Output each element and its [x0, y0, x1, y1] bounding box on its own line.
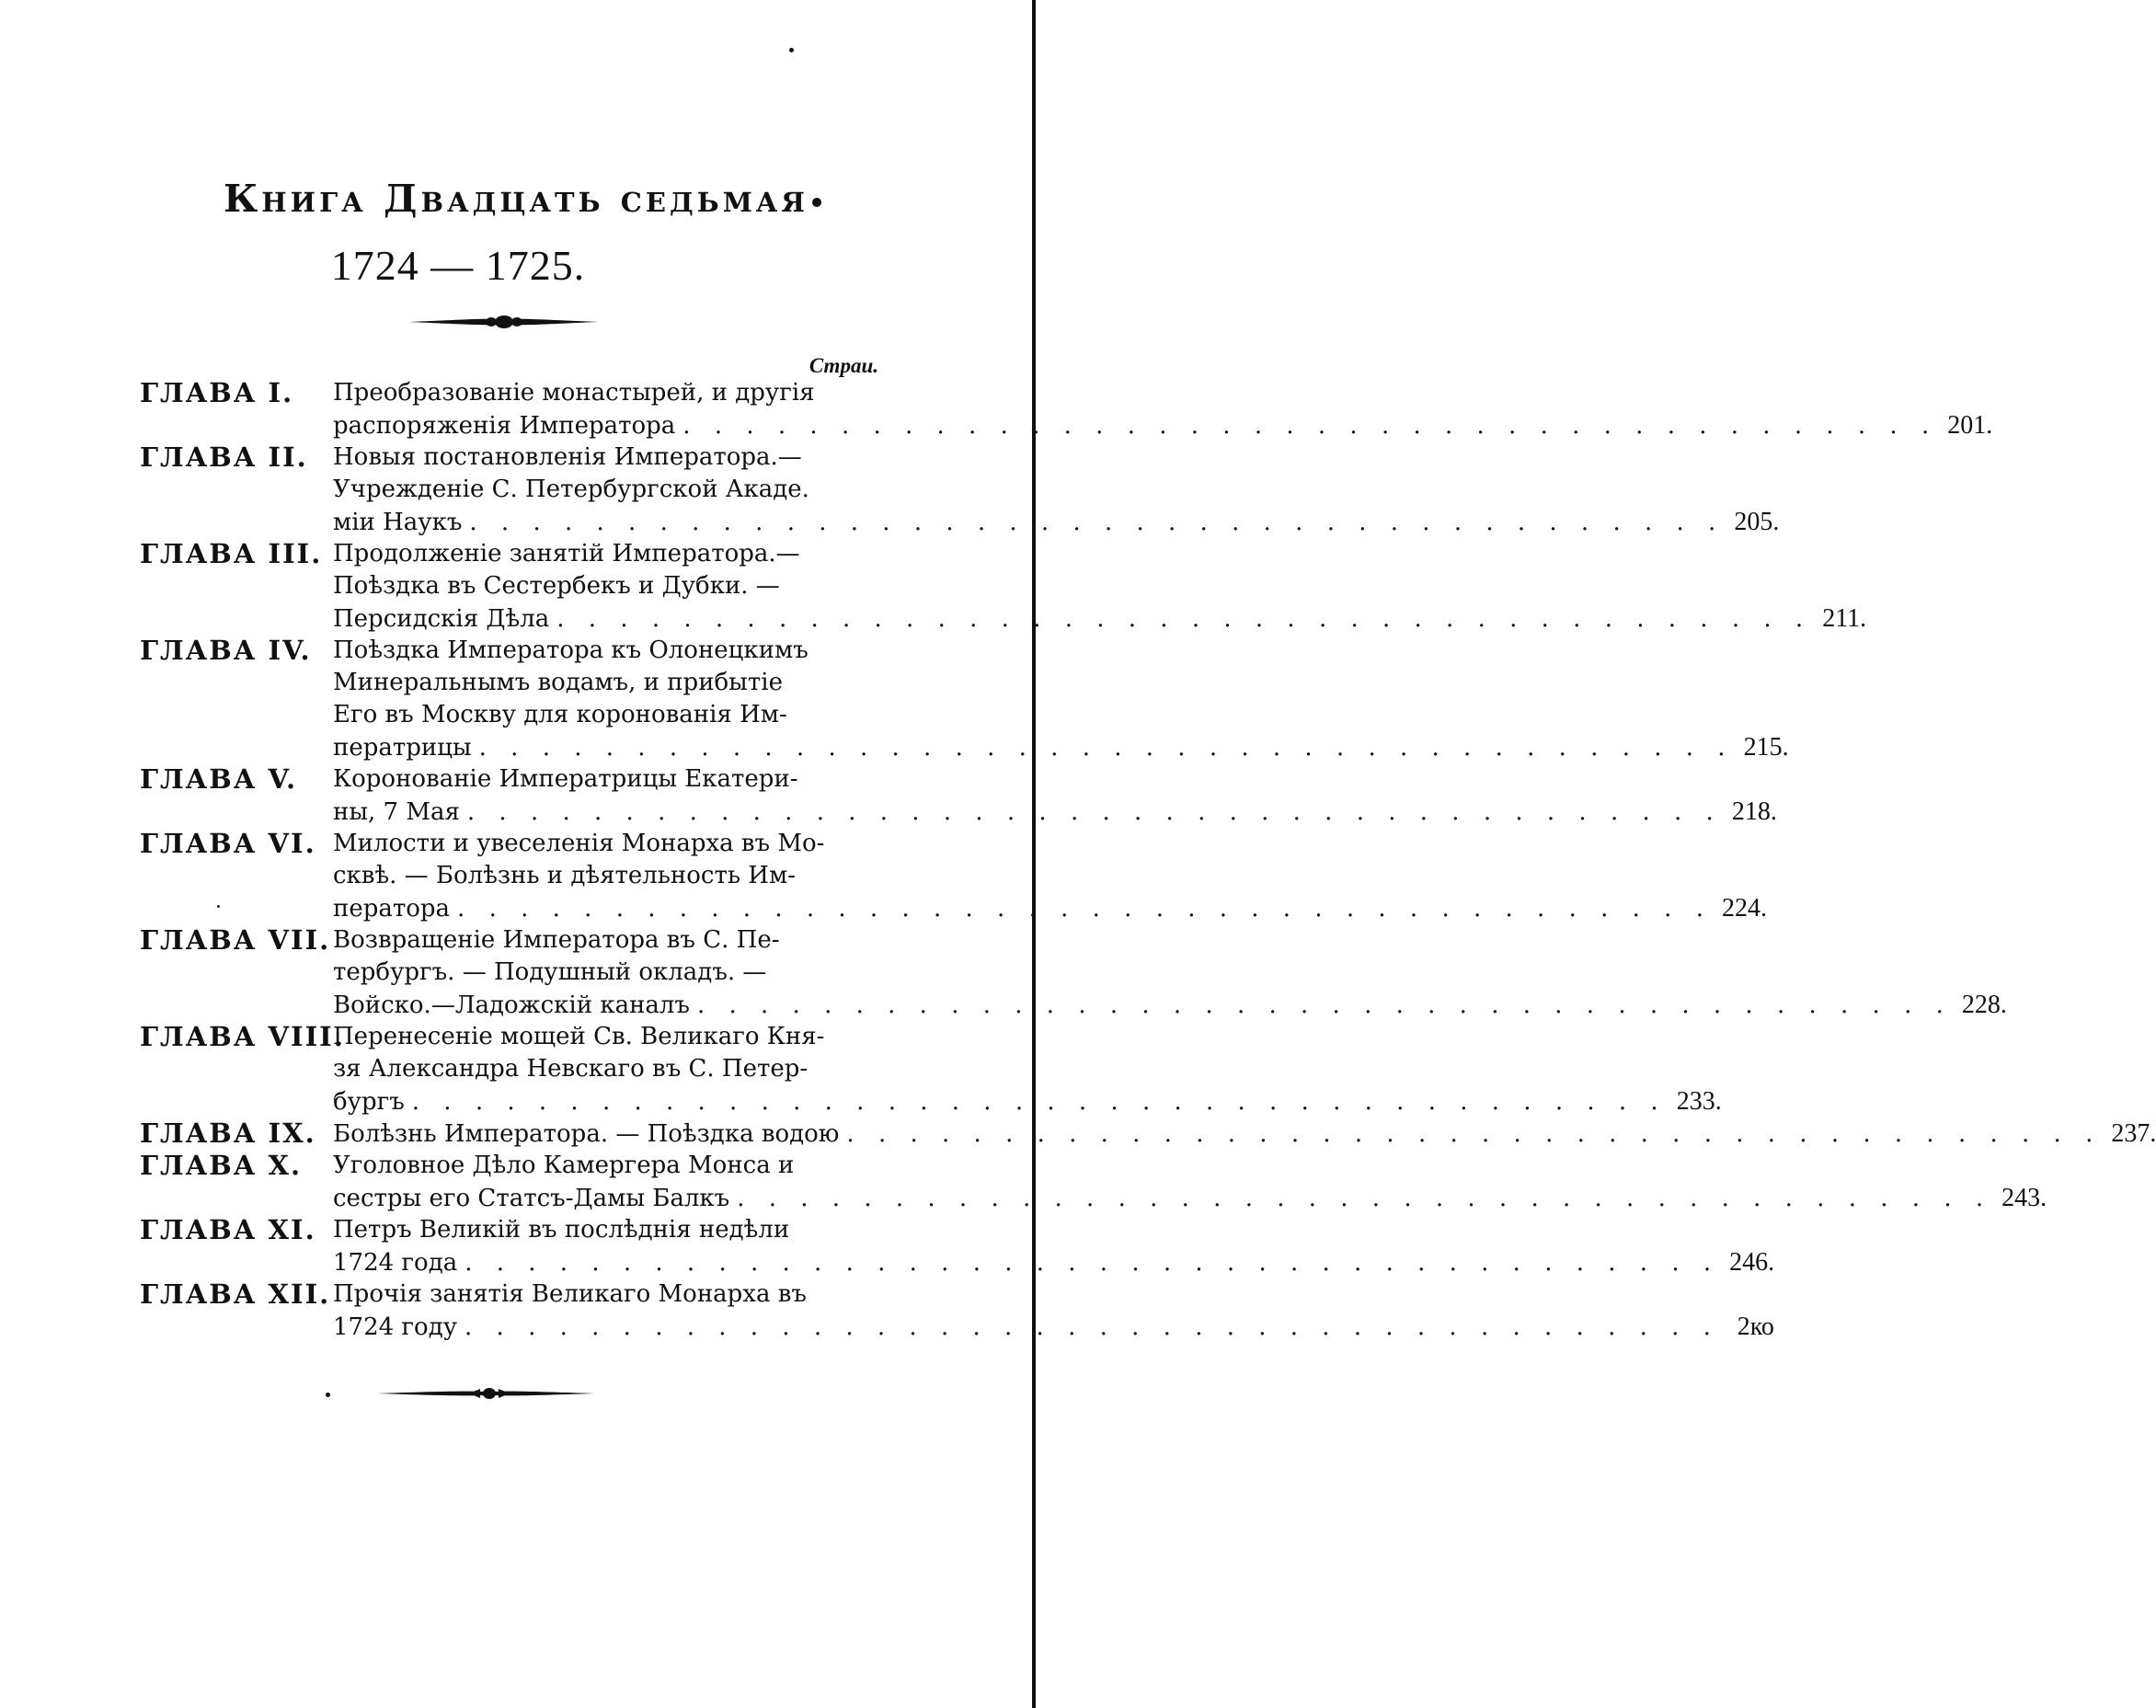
description-line-text: ны, 7 Мая [333, 798, 460, 826]
chapter-label: ГЛАВА II. [140, 441, 308, 473]
description-line-text: 1724 года [333, 1249, 458, 1277]
description-line [333, 538, 1866, 570]
toc-entry [140, 763, 1777, 828]
ink-speck [326, 1393, 330, 1397]
description-line [333, 796, 1777, 828]
page-number: 243. [2001, 1184, 2047, 1212]
description-line [333, 1085, 1722, 1118]
page-number: 201. [1947, 411, 1993, 440]
chapter-label: ГЛАВА I. [140, 377, 294, 408]
description-line-text: Прочія занятія Великаго Монарха въ [333, 1280, 807, 1308]
description-line [333, 1053, 1722, 1085]
chapter-description [333, 635, 1789, 763]
table-of-contents [140, 377, 2156, 1343]
toc-entry [140, 1021, 1722, 1118]
description-line-text: тербургъ. — Подушный окладъ. — [333, 958, 767, 986]
page-number: 215. [1743, 733, 1789, 762]
chapter-label: ГЛАВА IV. [140, 635, 312, 666]
description-line [333, 1182, 2047, 1214]
toc-entry [140, 377, 1993, 441]
description-line-text: Петръ Великій въ послѣднія недѣли [333, 1216, 790, 1244]
description-line-text: ператора [333, 895, 451, 923]
page-number: 228. [1961, 991, 2007, 1019]
description-line-text: міи Наукъ [333, 509, 463, 536]
description-line [333, 763, 1777, 796]
description-line [333, 441, 1779, 474]
toc-entry [140, 1278, 1774, 1343]
book-title-text: Книга Двадцать седьмая [223, 177, 808, 221]
dot-leader [464, 1247, 1719, 1279]
chapter-label: ГЛАВА XII. [140, 1278, 331, 1310]
toc-entry [140, 635, 1789, 763]
dot-leader [464, 1312, 1719, 1344]
chapter-label: ГЛАВА VII. [140, 924, 331, 956]
toc-entry [140, 1214, 1775, 1278]
dot-leader [697, 990, 1952, 1022]
page-number: 224. [1721, 894, 1767, 923]
chapter-description [333, 1021, 1722, 1118]
description-line [333, 731, 1789, 763]
description-line-text: Милости и увеселенія Монарха въ Мо- [333, 830, 825, 857]
description-line [333, 1214, 1774, 1246]
description-line-text: бургъ [333, 1088, 405, 1116]
description-line [333, 1278, 1774, 1311]
description-line-text: 1724 году [333, 1313, 458, 1341]
toc-entry [140, 1118, 2156, 1150]
description-line-text: распоряженія Императора [333, 412, 676, 440]
chapter-label: ГЛАВА XI. [140, 1214, 316, 1245]
description-line [333, 828, 1767, 860]
description-line [333, 957, 2007, 989]
description-line-text: Преобразованіе монастырей, и другія [333, 379, 815, 407]
description-line [333, 892, 1767, 924]
description-line [333, 667, 1789, 699]
toc-entry [140, 828, 1767, 924]
dot-leader [457, 893, 1712, 925]
toc-entry [140, 924, 2007, 1021]
chapter-label: ГЛАВА X. [140, 1150, 303, 1181]
description-line [333, 1311, 1774, 1343]
page-number: 237. [2111, 1119, 2156, 1148]
page-number: 218. [1731, 797, 1777, 826]
chapter-description [333, 377, 1992, 441]
dot-leader [467, 797, 1722, 829]
description-line [333, 635, 1789, 667]
toc-entry [140, 538, 1867, 635]
chapter-label: ГЛАВА VIII. [140, 1021, 345, 1052]
description-line [333, 409, 1992, 441]
description-line-text: сквѣ. — Болѣзнь и дѣятельность Им- [333, 862, 796, 889]
book-years: 1724 — 1725. [330, 242, 586, 289]
chapter-label: ГЛАВА V. [140, 763, 298, 795]
description-line-text: Поѣздка въ Сестербекъ и Дубки. — [333, 572, 780, 600]
description-line [333, 1150, 2047, 1182]
description-line [333, 924, 2007, 957]
ink-speck [789, 48, 794, 52]
description-line-text: Возвращеніе Императора въ С. Пе- [333, 926, 780, 954]
chapter-label: ГЛАВА VI. [140, 828, 316, 859]
description-line-text: Болѣзнь Императора. — Поѣздка водою [333, 1120, 840, 1148]
dot-leader [479, 732, 1734, 764]
chapter-description [333, 538, 1866, 635]
description-line [333, 474, 1779, 506]
chapter-description [333, 441, 1779, 538]
description-line-text: Персидскія Дѣла [333, 605, 550, 633]
dot-leader [737, 1183, 1991, 1215]
chapter-description [333, 1118, 2156, 1150]
description-line [333, 377, 1992, 409]
chapter-description [333, 828, 1767, 924]
dot-leader [682, 410, 1937, 442]
top-ornament-divider [408, 313, 598, 331]
page-number: 246. [1729, 1248, 1775, 1277]
bottom-ornament-divider [377, 1385, 594, 1402]
description-line [333, 989, 2007, 1021]
title-period [812, 198, 821, 207]
description-line-text: Минеральнымъ водамъ, и прибытіе [333, 669, 783, 696]
description-line [333, 1118, 2156, 1150]
page-number: 211. [1822, 604, 1867, 633]
chapter-label: ГЛАВА III. [140, 538, 323, 569]
description-line-text: Уголовное Дѣло Камергера Монса и [333, 1152, 795, 1179]
description-line [333, 570, 1866, 602]
description-line-text: Поѣздка Императора къ Олонецкимъ [333, 636, 808, 664]
chapter-description [333, 763, 1777, 828]
description-line [333, 860, 1767, 892]
dot-leader [412, 1086, 1667, 1118]
description-line-text: Продолженіе занятій Императора.— [333, 540, 800, 567]
description-line-text: Учрежденіе С. Петербургской Акаде. [333, 476, 809, 503]
page-column-header: Страи. [808, 354, 878, 377]
chapter-label: ГЛАВА IX. [140, 1118, 316, 1149]
description-line-text: Коронованіе Императрицы Екатери- [333, 765, 798, 793]
description-line [333, 602, 1866, 635]
page-number: 205. [1734, 508, 1780, 536]
chapter-description [333, 1150, 2047, 1214]
chapter-description [333, 1214, 1774, 1278]
description-line [333, 1021, 1722, 1053]
description-line-text: Новыя постановленія Императора.— [333, 443, 802, 471]
chapter-description [333, 1278, 1774, 1343]
description-line-text: Перенесеніе мощей Св. Великаго Кня- [333, 1023, 825, 1050]
description-line [333, 1246, 1774, 1278]
chapter-description [333, 924, 2007, 1021]
toc-entry [140, 441, 1780, 538]
dot-leader [846, 1118, 2101, 1151]
description-line [333, 506, 1779, 538]
book-title [0, 177, 1047, 221]
toc-entry [140, 1150, 2047, 1214]
page-number: 2ко [1737, 1313, 1774, 1341]
description-line-text: зя Александра Невскаго въ С. Петер- [333, 1055, 808, 1083]
dot-leader [556, 603, 1811, 636]
description-line-text: ператрицы [333, 734, 472, 762]
page-number: 233. [1676, 1087, 1722, 1116]
description-line [333, 699, 1789, 731]
description-line-text: Его въ Москву для коронованія Им- [333, 701, 787, 728]
description-line-text: Войско.—Ладожскій каналъ [333, 992, 690, 1019]
description-line-text: сестры его Статсъ-Дамы Балкъ [333, 1185, 730, 1212]
dot-leader [469, 507, 1724, 539]
